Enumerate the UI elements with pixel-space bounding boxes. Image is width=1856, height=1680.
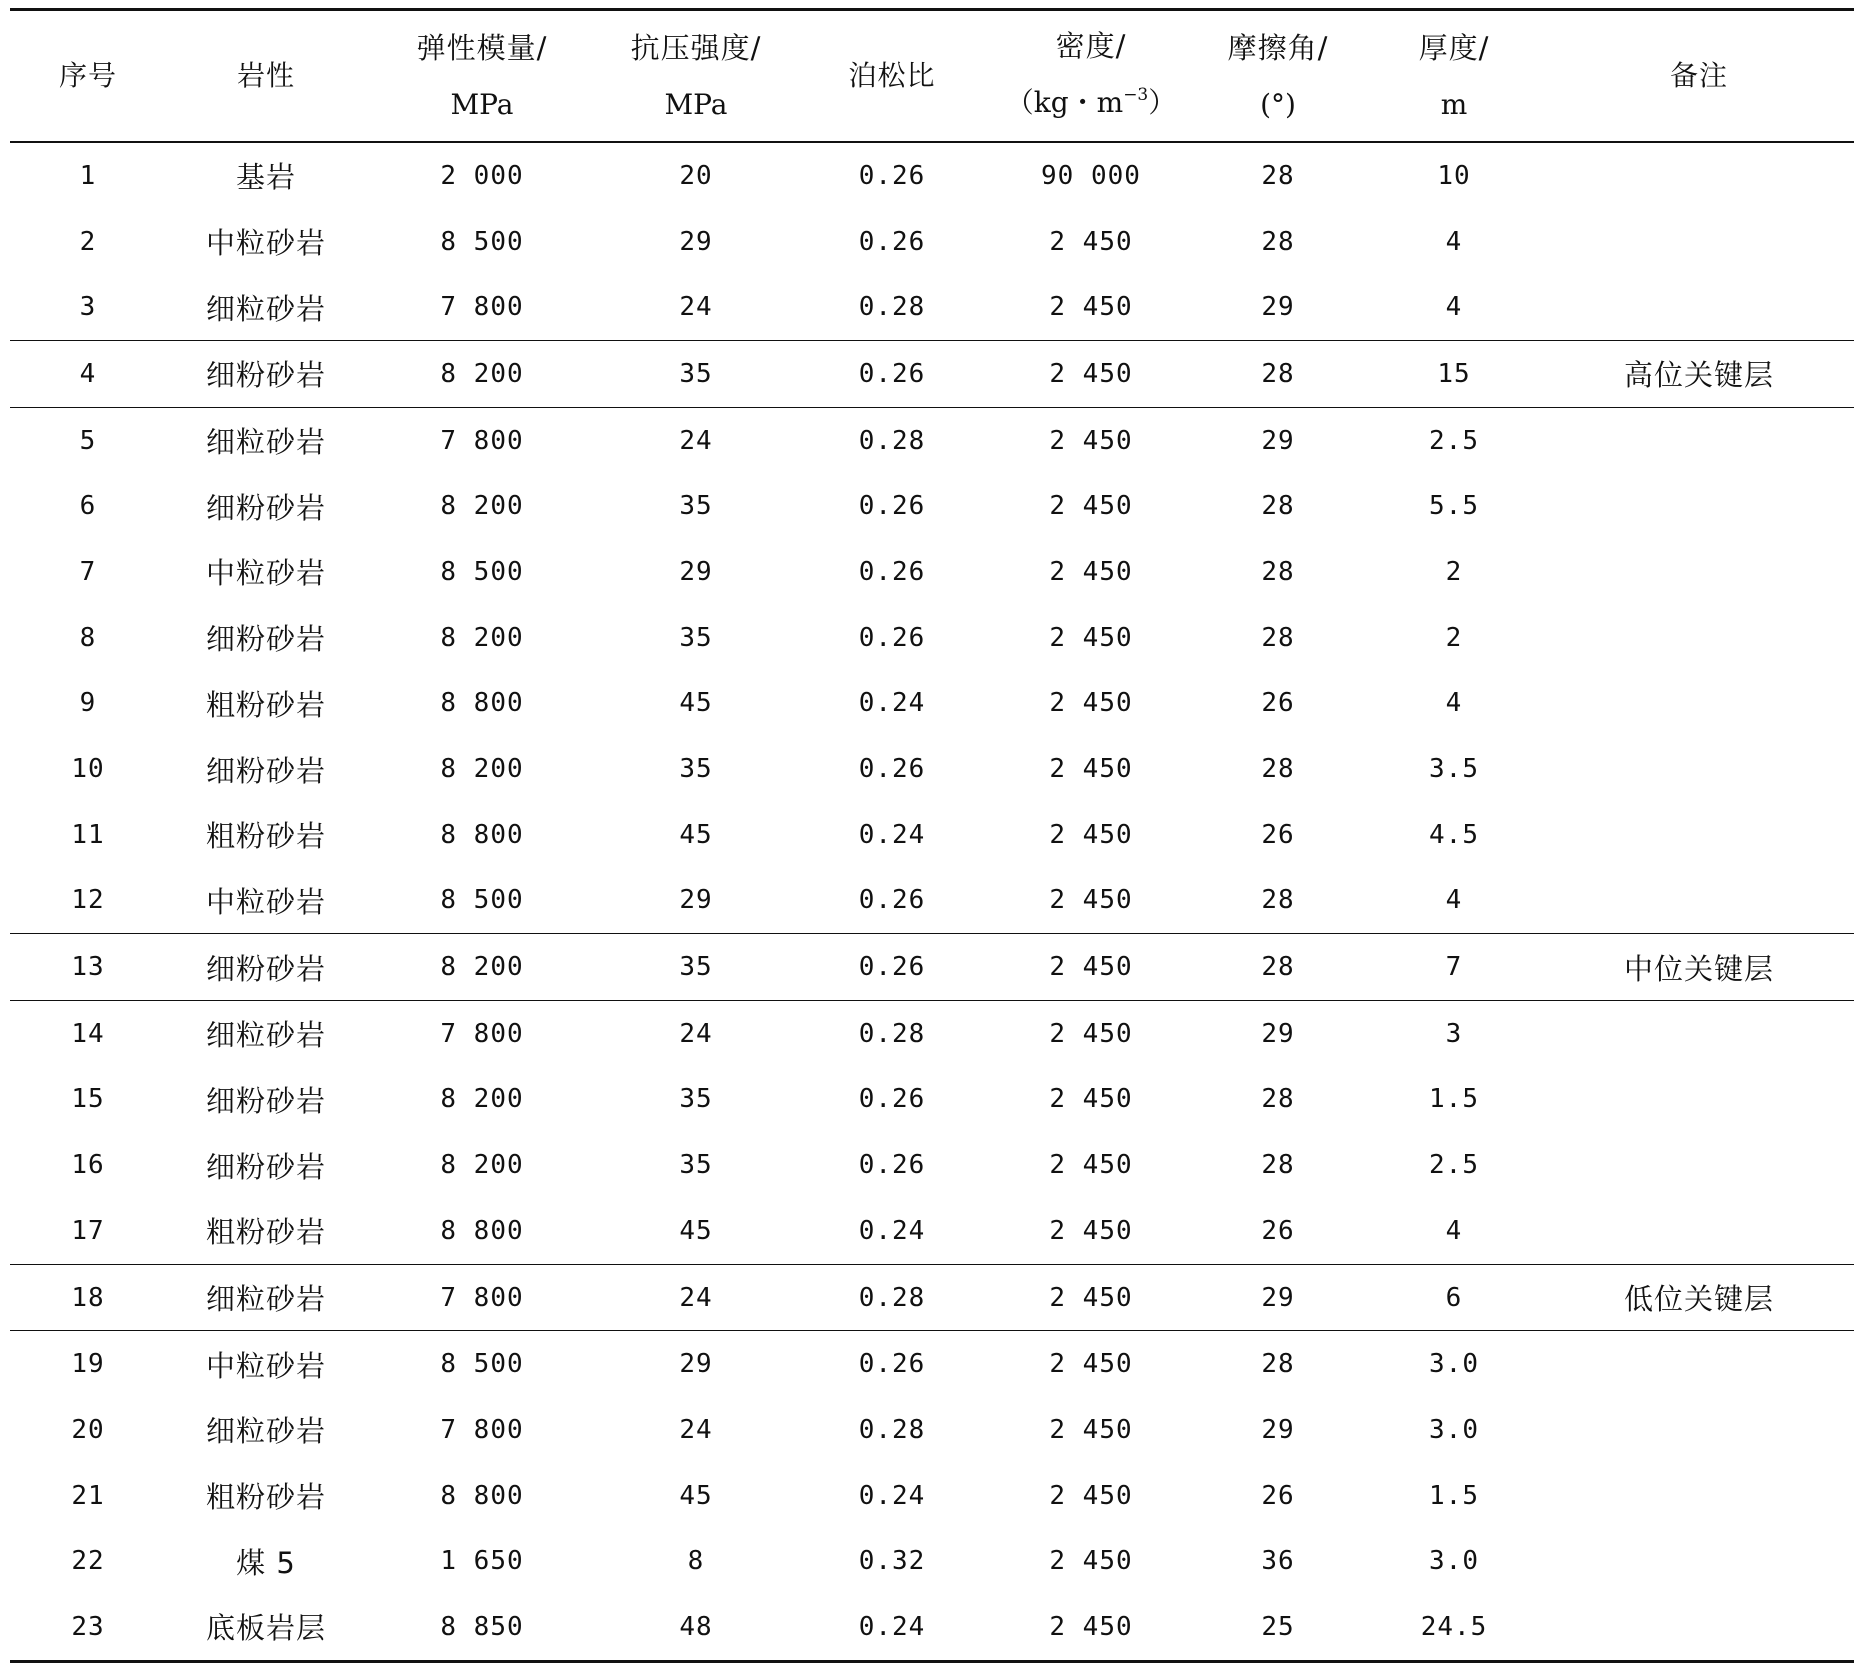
cell-remarks — [1544, 1198, 1854, 1264]
cell-remarks: 高位关键层 — [1544, 341, 1854, 408]
table-row — [10, 539, 1854, 605]
cell-compressive-strength: 29 — [679, 556, 713, 587]
cell-friction-angle: 26 — [1261, 819, 1295, 850]
cell-lithology: 底板岩层 — [166, 1594, 366, 1661]
cell-thickness: 3.0 — [1429, 1349, 1479, 1380]
table-row — [10, 1198, 1854, 1264]
cell-density: 2 450 — [1049, 885, 1133, 916]
cell-compressive-strength: 45 — [679, 1480, 713, 1511]
cell-lithology: 基岩 — [235, 160, 296, 195]
cell-elastic-modulus: 8 200 — [440, 622, 524, 653]
cell-compressive-strength: 24 — [679, 292, 713, 323]
cell-lithology: 中粒砂岩 — [205, 556, 326, 591]
cell-friction-angle: 29 — [1261, 425, 1295, 456]
cell-density: 2 450 — [1049, 292, 1133, 323]
cell-remarks — [1544, 473, 1854, 539]
rock-parameters-table-container — [10, 8, 1854, 1663]
cell-compressive-strength: 24 — [679, 1414, 713, 1445]
cell-remarks — [1544, 802, 1854, 868]
cell-friction-angle: 29 — [1261, 1414, 1295, 1445]
header-elastic-modulus: 弹性模量/ MPa — [366, 10, 598, 143]
cell-elastic-modulus: 7 800 — [440, 1018, 524, 1049]
cell-elastic-modulus: 8 200 — [440, 1084, 524, 1115]
cell-index: 16 — [71, 1150, 105, 1181]
cell-friction-angle: 28 — [1261, 1084, 1295, 1115]
cell-density: 2 450 — [1049, 819, 1133, 850]
cell-remarks — [1544, 142, 1854, 209]
table-row — [10, 407, 1854, 473]
cell-remarks — [1544, 1463, 1854, 1529]
cell-index: 17 — [71, 1215, 105, 1246]
table-header — [10, 10, 1854, 143]
cell-poisson-ratio: 0.26 — [858, 754, 926, 785]
table-row — [10, 341, 1854, 408]
cell-poisson-ratio: 0.28 — [858, 292, 926, 323]
cell-compressive-strength: 35 — [679, 491, 713, 522]
table-row — [10, 1397, 1854, 1463]
cell-thickness: 6 — [1364, 1264, 1544, 1331]
cell-index: 6 — [79, 491, 97, 522]
cell-poisson-ratio: 0.24 — [858, 1480, 926, 1511]
cell-friction-angle: 29 — [1261, 292, 1295, 323]
table-row — [10, 1067, 1854, 1133]
cell-lithology: 粗粉砂岩 — [205, 1215, 326, 1250]
table-row — [10, 274, 1854, 340]
table-body — [10, 142, 1854, 1661]
table-row — [10, 473, 1854, 539]
cell-lithology: 中粒砂岩 — [205, 884, 326, 919]
cell-thickness: 4 — [1445, 226, 1463, 257]
cell-elastic-modulus: 8 200 — [440, 491, 524, 522]
cell-remarks — [1544, 1000, 1854, 1066]
cell-lithology: 中粒砂岩 — [205, 1348, 326, 1383]
cell-remarks — [1544, 1331, 1854, 1397]
cell-lithology: 细粉砂岩 — [166, 934, 366, 1001]
cell-index: 21 — [71, 1480, 105, 1511]
cell-density: 2 450 — [1049, 556, 1133, 587]
cell-remarks — [1544, 407, 1854, 473]
cell-remarks — [1544, 736, 1854, 802]
cell-thickness: 4.5 — [1429, 819, 1479, 850]
cell-lithology: 粗粉砂岩 — [205, 1480, 326, 1515]
cell-compressive-strength: 35 — [679, 1150, 713, 1181]
cell-poisson-ratio: 0.32 — [858, 1546, 926, 1577]
cell-elastic-modulus: 8 800 — [440, 1215, 524, 1246]
cell-elastic-modulus: 8 500 — [440, 226, 524, 257]
cell-remarks — [1544, 671, 1854, 737]
cell-remarks — [1544, 1594, 1854, 1661]
cell-thickness: 15 — [1364, 341, 1544, 408]
cell-thickness: 4 — [1445, 292, 1463, 323]
header-remarks: 备注 — [1544, 10, 1854, 143]
header-thickness: 厚度/ m — [1364, 10, 1544, 143]
cell-density: 2 450 — [1049, 1215, 1133, 1246]
cell-compressive-strength: 24 — [679, 425, 713, 456]
cell-compressive-strength: 35 — [679, 622, 713, 653]
cell-thickness: 5.5 — [1429, 491, 1479, 522]
table-row — [10, 1264, 1854, 1331]
cell-lithology: 细粒砂岩 — [205, 291, 326, 326]
cell-index: 10 — [71, 754, 105, 785]
cell-elastic-modulus: 7 800 — [440, 425, 524, 456]
cell-elastic-modulus: 7 800 — [440, 1414, 524, 1445]
cell-lithology: 细粒砂岩 — [205, 1414, 326, 1449]
cell-compressive-strength: 35 — [598, 934, 794, 1001]
cell-elastic-modulus: 1 650 — [440, 1546, 524, 1577]
table-row — [10, 1594, 1854, 1661]
cell-remarks — [1544, 605, 1854, 671]
cell-thickness: 3.5 — [1429, 754, 1479, 785]
cell-density: 2 450 — [1049, 1084, 1133, 1115]
cell-compressive-strength: 29 — [679, 885, 713, 916]
cell-elastic-modulus: 8 850 — [366, 1594, 598, 1661]
cell-remarks — [1544, 274, 1854, 340]
cell-lithology: 粗粉砂岩 — [205, 819, 326, 854]
cell-index: 2 — [79, 226, 97, 257]
cell-density: 2 450 — [1049, 1546, 1133, 1577]
cell-compressive-strength: 24 — [679, 1018, 713, 1049]
cell-index: 23 — [10, 1594, 166, 1661]
cell-friction-angle: 29 — [1192, 1264, 1364, 1331]
cell-index: 3 — [79, 292, 97, 323]
cell-index: 7 — [79, 556, 97, 587]
cell-remarks — [1544, 1067, 1854, 1133]
cell-thickness: 10 — [1437, 160, 1471, 191]
cell-index: 19 — [71, 1349, 105, 1380]
cell-compressive-strength: 20 — [679, 160, 713, 191]
table-row — [10, 1132, 1854, 1198]
cell-elastic-modulus: 8 500 — [440, 885, 524, 916]
cell-elastic-modulus: 8 200 — [366, 934, 598, 1001]
cell-elastic-modulus: 8 200 — [440, 1150, 524, 1181]
cell-friction-angle: 28 — [1261, 754, 1295, 785]
table-row — [10, 671, 1854, 737]
cell-poisson-ratio: 0.26 — [794, 934, 990, 1001]
cell-lithology: 粗粉砂岩 — [205, 687, 326, 722]
cell-thickness: 2 — [1445, 622, 1463, 653]
cell-index: 9 — [79, 688, 97, 719]
cell-elastic-modulus: 8 500 — [440, 556, 524, 587]
cell-density: 2 450 — [1049, 1349, 1133, 1380]
cell-poisson-ratio: 0.26 — [858, 556, 926, 587]
cell-lithology: 细粉砂岩 — [205, 1149, 326, 1184]
cell-thickness: 2.5 — [1429, 425, 1479, 456]
cell-remarks: 低位关键层 — [1544, 1264, 1854, 1331]
table-row — [10, 605, 1854, 671]
cell-density: 2 450 — [1049, 688, 1133, 719]
cell-compressive-strength: 24 — [598, 1264, 794, 1331]
cell-friction-angle: 36 — [1261, 1546, 1295, 1577]
cell-thickness: 3 — [1445, 1018, 1463, 1049]
cell-remarks: 中位关键层 — [1544, 934, 1854, 1001]
cell-thickness: 1.5 — [1429, 1084, 1479, 1115]
table-row — [10, 802, 1854, 868]
cell-friction-angle: 28 — [1192, 934, 1364, 1001]
cell-remarks — [1544, 1132, 1854, 1198]
header-poisson-ratio: 泊松比 — [794, 10, 990, 143]
cell-elastic-modulus: 8 800 — [440, 688, 524, 719]
cell-friction-angle: 28 — [1261, 491, 1295, 522]
cell-index: 22 — [71, 1546, 105, 1577]
header-compressive-strength: 抗压强度/ MPa — [598, 10, 794, 143]
cell-elastic-modulus: 2 000 — [440, 160, 524, 191]
cell-friction-angle: 28 — [1261, 226, 1295, 257]
cell-poisson-ratio: 0.26 — [858, 622, 926, 653]
cell-density: 2 450 — [1049, 754, 1133, 785]
cell-compressive-strength: 48 — [598, 1594, 794, 1661]
cell-density: 2 450 — [1049, 1480, 1133, 1511]
cell-index: 20 — [71, 1414, 105, 1445]
cell-thickness: 3.0 — [1429, 1546, 1479, 1577]
cell-thickness: 4 — [1445, 1215, 1463, 1246]
cell-poisson-ratio: 0.28 — [858, 1018, 926, 1049]
cell-poisson-ratio: 0.26 — [794, 341, 990, 408]
cell-friction-angle: 28 — [1192, 341, 1364, 408]
cell-remarks — [1544, 539, 1854, 605]
header-index: 序号 — [10, 10, 166, 143]
table-row — [10, 1463, 1854, 1529]
cell-density: 2 450 — [1049, 491, 1133, 522]
table-row — [10, 934, 1854, 1001]
cell-friction-angle: 28 — [1261, 556, 1295, 587]
cell-compressive-strength: 29 — [679, 226, 713, 257]
cell-lithology: 细粒砂岩 — [166, 1264, 366, 1331]
cell-poisson-ratio: 0.28 — [794, 1264, 990, 1331]
cell-friction-angle: 28 — [1261, 622, 1295, 653]
cell-elastic-modulus: 8 500 — [440, 1349, 524, 1380]
cell-index: 4 — [10, 341, 166, 408]
cell-index: 11 — [71, 819, 105, 850]
cell-lithology: 细粉砂岩 — [205, 622, 326, 657]
cell-density: 2 450 — [1049, 622, 1133, 653]
cell-poisson-ratio: 0.24 — [794, 1594, 990, 1661]
cell-compressive-strength: 35 — [598, 341, 794, 408]
cell-compressive-strength: 35 — [679, 1084, 713, 1115]
cell-density: 90 000 — [1041, 160, 1141, 191]
cell-elastic-modulus: 7 800 — [440, 292, 524, 323]
cell-friction-angle: 26 — [1261, 1480, 1295, 1511]
cell-remarks — [1544, 1397, 1854, 1463]
cell-elastic-modulus: 8 200 — [366, 341, 598, 408]
cell-friction-angle: 28 — [1261, 885, 1295, 916]
cell-poisson-ratio: 0.24 — [858, 1215, 926, 1246]
cell-poisson-ratio: 0.26 — [858, 491, 926, 522]
cell-remarks — [1544, 209, 1854, 275]
cell-elastic-modulus: 7 800 — [366, 1264, 598, 1331]
cell-lithology: 细粉砂岩 — [205, 1083, 326, 1118]
table-row — [10, 142, 1854, 209]
header-lithology: 岩性 — [166, 10, 366, 143]
cell-friction-angle: 28 — [1261, 1349, 1295, 1380]
header-density: 密度/ （kg・$m^{-3}$） — [990, 10, 1192, 143]
cell-compressive-strength: 29 — [679, 1349, 713, 1380]
cell-remarks — [1544, 1528, 1854, 1594]
cell-poisson-ratio: 0.26 — [858, 226, 926, 257]
cell-lithology: 煤 5 — [236, 1545, 296, 1580]
cell-density: 2 450 — [990, 1264, 1192, 1331]
cell-density: 2 450 — [1049, 1018, 1133, 1049]
cell-compressive-strength: 8 — [687, 1546, 705, 1577]
cell-friction-angle: 26 — [1261, 688, 1295, 719]
table-row — [10, 1331, 1854, 1397]
cell-lithology: 细粉砂岩 — [166, 341, 366, 408]
cell-density: 2 450 — [1049, 1414, 1133, 1445]
cell-index: 14 — [71, 1018, 105, 1049]
cell-lithology: 细粒砂岩 — [205, 1018, 326, 1053]
cell-index: 18 — [10, 1264, 166, 1331]
table-row — [10, 1000, 1854, 1066]
cell-density: 2 450 — [1049, 1150, 1133, 1181]
cell-elastic-modulus: 8 800 — [440, 1480, 524, 1511]
cell-poisson-ratio: 0.26 — [858, 885, 926, 916]
cell-lithology: 细粉砂岩 — [205, 753, 326, 788]
cell-compressive-strength: 45 — [679, 688, 713, 719]
cell-index: 15 — [71, 1084, 105, 1115]
cell-poisson-ratio: 0.28 — [858, 1414, 926, 1445]
cell-friction-angle: 29 — [1261, 1018, 1295, 1049]
cell-poisson-ratio: 0.26 — [858, 1084, 926, 1115]
cell-friction-angle: 26 — [1261, 1215, 1295, 1246]
cell-poisson-ratio: 0.24 — [858, 688, 926, 719]
cell-thickness: 3.0 — [1429, 1414, 1479, 1445]
cell-thickness: 2 — [1445, 556, 1463, 587]
cell-thickness: 1.5 — [1429, 1480, 1479, 1511]
cell-index: 8 — [79, 622, 97, 653]
cell-lithology: 细粒砂岩 — [205, 425, 326, 460]
cell-index: 13 — [10, 934, 166, 1001]
cell-compressive-strength: 45 — [679, 819, 713, 850]
cell-lithology: 细粉砂岩 — [205, 490, 326, 525]
cell-thickness: 7 — [1364, 934, 1544, 1001]
cell-elastic-modulus: 8 200 — [440, 754, 524, 785]
table-row — [10, 1528, 1854, 1594]
cell-index: 5 — [79, 425, 97, 456]
cell-compressive-strength: 45 — [679, 1215, 713, 1246]
cell-density: 2 450 — [990, 341, 1192, 408]
cell-compressive-strength: 35 — [679, 754, 713, 785]
cell-index: 12 — [71, 885, 105, 916]
table-row — [10, 209, 1854, 275]
cell-poisson-ratio: 0.28 — [858, 425, 926, 456]
cell-density: 2 450 — [1049, 226, 1133, 257]
cell-thickness: 2.5 — [1429, 1150, 1479, 1181]
table-row — [10, 868, 1854, 934]
cell-friction-angle: 28 — [1261, 160, 1295, 191]
rock-parameters-table — [10, 8, 1854, 1663]
cell-density: 2 450 — [990, 934, 1192, 1001]
cell-thickness: 4 — [1445, 688, 1463, 719]
header-row — [10, 10, 1854, 143]
cell-poisson-ratio: 0.26 — [858, 1150, 926, 1181]
cell-poisson-ratio: 0.26 — [858, 1349, 926, 1380]
cell-density: 2 450 — [1049, 425, 1133, 456]
cell-friction-angle: 28 — [1261, 1150, 1295, 1181]
cell-thickness: 4 — [1445, 885, 1463, 916]
cell-lithology: 中粒砂岩 — [205, 226, 326, 261]
cell-index: 1 — [79, 160, 97, 191]
cell-remarks — [1544, 868, 1854, 934]
cell-elastic-modulus: 8 800 — [440, 819, 524, 850]
cell-poisson-ratio: 0.24 — [858, 819, 926, 850]
table-row — [10, 736, 1854, 802]
cell-friction-angle: 25 — [1192, 1594, 1364, 1661]
cell-thickness: 24.5 — [1364, 1594, 1544, 1661]
header-friction-angle: 摩擦角/ (°) — [1192, 10, 1364, 143]
cell-poisson-ratio: 0.26 — [858, 160, 926, 191]
cell-density: 2 450 — [990, 1594, 1192, 1661]
